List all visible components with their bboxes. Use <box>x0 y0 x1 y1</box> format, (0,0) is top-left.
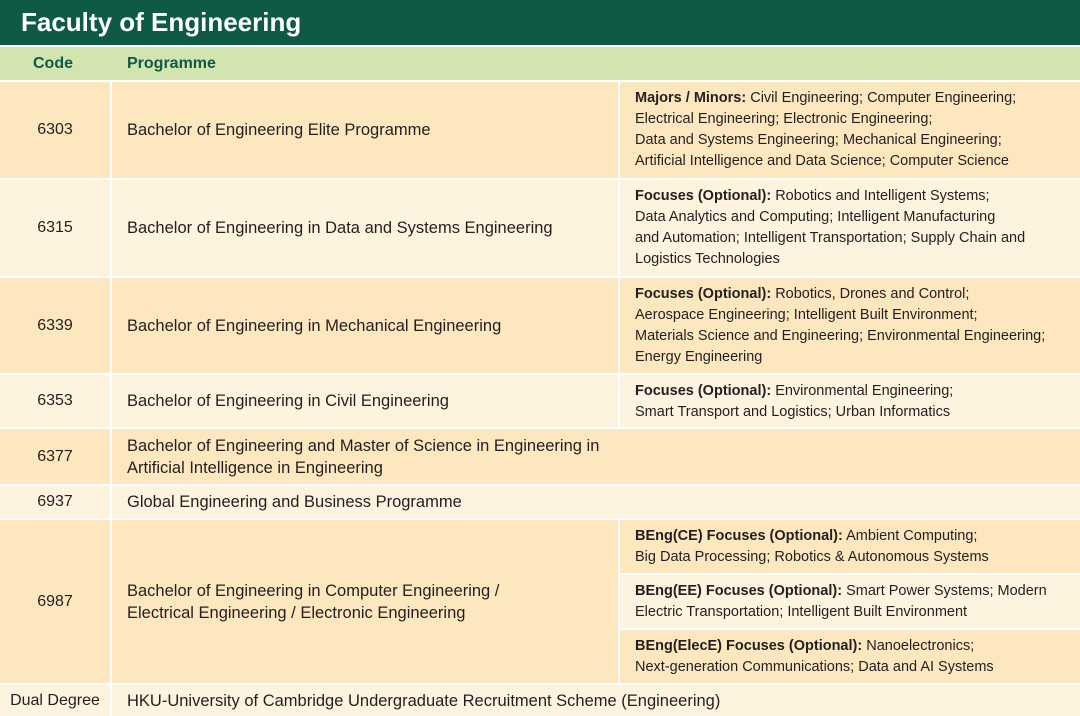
programme-name-line: Global Engineering and Business Programme <box>127 493 462 511</box>
programme-notes <box>620 520 1080 683</box>
notes-line: Electrical Engineering; Electronic Engineering; <box>635 111 933 127</box>
notes-text: Environmental Engineering; <box>775 383 954 399</box>
title-bar <box>0 0 1080 45</box>
notes-line: Aerospace Engineering; Intelligent Built Environment; <box>635 307 978 323</box>
notes-line: Logistics Technologies <box>635 251 780 267</box>
table-row <box>0 375 1080 427</box>
notes-label: Focuses (Optional): <box>635 188 772 204</box>
notes-block-elece <box>620 630 1080 683</box>
programme-code: 6377 <box>0 429 110 484</box>
programme-name <box>112 685 1080 716</box>
programme-name-line: Bachelor of Engineering in Data and Systems Engineering <box>127 219 553 237</box>
table-row <box>0 486 1080 518</box>
notes-line: Smart Transport and Logistics; Urban Informatics <box>635 404 951 420</box>
programme-name-line: Bachelor of Engineering in Computer Engineering / <box>127 581 500 600</box>
notes-text: Civil Engineering; Computer Engineering; <box>750 90 1017 106</box>
programme-notes <box>620 375 1080 427</box>
table-row <box>0 685 1080 716</box>
notes-label: Majors / Minors: <box>635 90 747 106</box>
table-row <box>0 180 1080 276</box>
programme-name-line: Bachelor of Engineering Elite Programme <box>127 121 431 139</box>
notes-text: Nanoelectronics; <box>866 638 975 654</box>
notes-line: Electric Transportation; Intelligent Built Environment <box>635 604 968 620</box>
notes-label: BEng(EE) Focuses (Optional): <box>635 583 843 599</box>
programme-name-line: HKU-University of Cambridge Undergraduate Recruitment Scheme (Engineering) <box>127 691 721 710</box>
column-header-code: Code <box>33 55 73 72</box>
programme-name <box>112 180 618 276</box>
notes-block-ce <box>620 520 1080 573</box>
notes-text: Smart Power Systems; Modern <box>846 583 1047 599</box>
programme-notes <box>620 82 1080 178</box>
programme-name <box>112 486 1080 518</box>
notes-text: Robotics and Intelligent Systems; <box>775 188 990 204</box>
notes-block-ee <box>620 575 1080 628</box>
notes-line <box>635 581 1080 602</box>
notes-line: Data and Systems Engineering; Mechanical Engineering; <box>635 132 1002 148</box>
programme-code: 6937 <box>0 486 110 518</box>
column-header-programme: Programme <box>127 55 216 72</box>
programme-name <box>112 82 618 178</box>
programme-code: 6353 <box>0 375 110 427</box>
notes-line: and Automation; Intelligent Transportation; Supply Chain and <box>635 230 1026 246</box>
programme-name-line: Bachelor of Engineering in Mechanical Engineering <box>127 316 502 335</box>
notes-label: Focuses (Optional): <box>635 286 772 302</box>
table-row <box>0 82 1080 178</box>
programme-code: Dual Degree <box>0 685 110 716</box>
programme-code: 6303 <box>0 82 110 178</box>
notes-line <box>635 88 1080 109</box>
table-row <box>0 520 1080 683</box>
programme-name-line: Electrical Engineering / Electronic Engineering <box>127 603 466 622</box>
notes-text: Ambient Computing; <box>846 528 978 544</box>
table-row <box>0 278 1080 373</box>
notes-line: Big Data Processing; Robotics & Autonomous Systems <box>635 549 989 565</box>
programme-code: 6315 <box>0 180 110 276</box>
notes-line: Next-generation Communications; Data and AI Systems <box>635 659 994 675</box>
notes-line <box>635 636 1080 657</box>
programme-name <box>112 375 618 427</box>
column-header-row <box>0 47 1080 80</box>
notes-line: Materials Science and Engineering; Environmental Engineering; <box>635 328 1046 344</box>
programme-name-line: Bachelor of Engineering in Civil Engineering <box>127 392 449 410</box>
notes-line <box>635 186 1080 207</box>
notes-line: Artificial Intelligence and Data Science; Computer Science <box>635 153 1009 169</box>
notes-line <box>635 381 1080 402</box>
notes-line: Energy Engineering <box>635 349 763 365</box>
notes-text: Robotics, Drones and Control; <box>775 286 970 302</box>
notes-label: BEng(CE) Focuses (Optional): <box>635 528 843 544</box>
programme-name <box>112 429 1080 484</box>
programme-name <box>112 278 618 373</box>
notes-label: Focuses (Optional): <box>635 383 772 399</box>
page-title: Faculty of Engineering <box>21 7 302 37</box>
programme-code: 6339 <box>0 278 110 373</box>
programme-name-line: Artificial Intelligence in Engineering <box>127 458 383 477</box>
programme-code: 6987 <box>0 520 110 683</box>
programme-notes <box>620 278 1080 373</box>
programme-name-line: Bachelor of Engineering and Master of Science in Engineering in <box>127 436 600 455</box>
notes-line <box>635 284 1080 305</box>
table-row <box>0 429 1080 484</box>
notes-line: Data Analytics and Computing; Intelligent Manufacturing <box>635 209 996 225</box>
programme-name <box>112 520 618 683</box>
programme-notes <box>620 180 1080 276</box>
notes-line <box>635 526 1080 547</box>
notes-label: BEng(ElecE) Focuses (Optional): <box>635 638 863 654</box>
